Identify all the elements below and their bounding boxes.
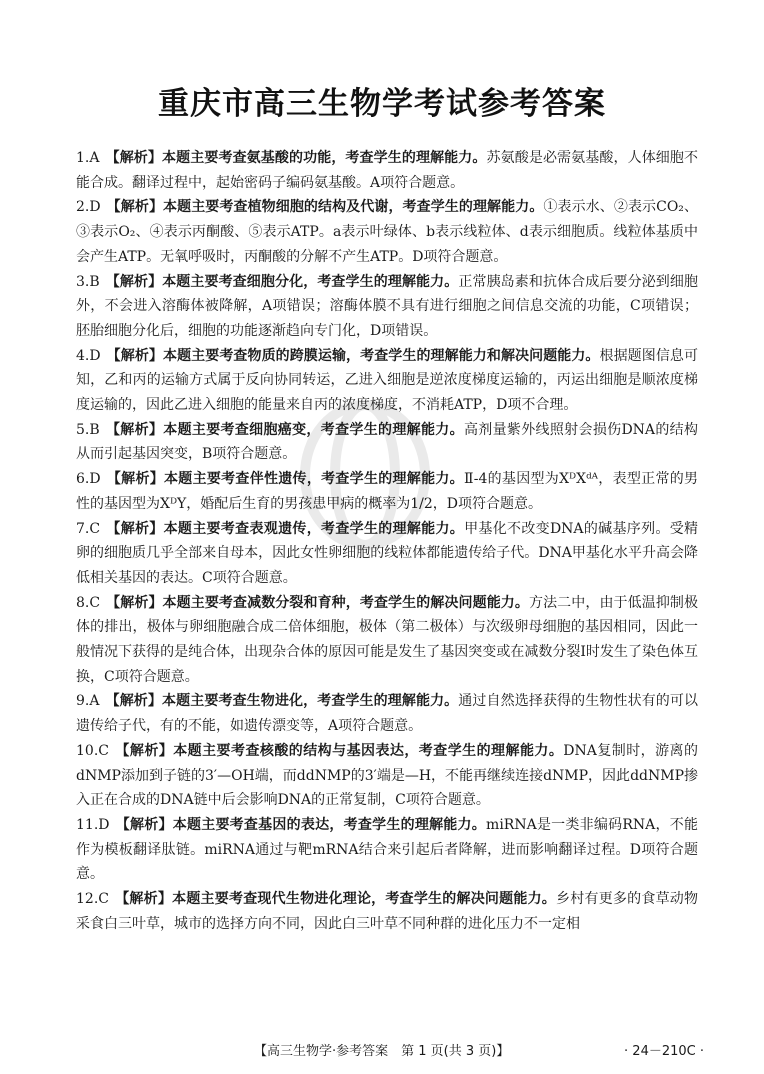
analysis-body: 甲基化不改变DNA的碱基序列。受精卵的细胞质几乎全部来自母本，因此女性卵细胞的线粒体都能遗传给子代。DNA甲基化水平升高会降低相关基因的表达。C项符合题意。	[76, 520, 699, 586]
answer-number: 10.	[76, 742, 99, 759]
answer-list	[76, 146, 698, 937]
answer-number: 1.	[76, 150, 90, 166]
answer-item	[76, 591, 698, 690]
analysis-tag: 【解析】	[105, 150, 163, 166]
answer-number: 9.	[76, 693, 90, 710]
answer-choice: C	[98, 742, 109, 759]
answer-item	[76, 689, 698, 738]
answer-choice: B	[89, 273, 100, 290]
analysis-lead: 本题主要考查表观遗传，考查学生的理解能力。	[163, 520, 465, 537]
page-title: 重庆市高三生物学考试参考答案	[158, 86, 606, 122]
answer-number: 4.	[76, 347, 90, 364]
analysis-lead: 本题主要考查基因的表达，考查学生的理解能力。	[172, 816, 487, 833]
answer-choice: A	[89, 150, 100, 166]
answer-number: 3.	[76, 273, 90, 290]
analysis-tag: 【解析】	[106, 199, 164, 216]
answer-item	[76, 739, 698, 813]
answer-item	[76, 813, 698, 887]
answer-number: 5.	[76, 421, 90, 438]
answer-choice: C	[89, 594, 101, 611]
answer-number: 6.	[76, 471, 90, 488]
answer-item	[76, 344, 698, 418]
footer-exam-code: · 24－210C ·	[624, 1044, 704, 1059]
footer-page-info: 【高三生物学·参考答案 第 1 页(共 3 页)】	[254, 1044, 510, 1059]
answer-number: 2.	[76, 199, 90, 216]
answer-number: 7.	[76, 520, 90, 537]
analysis-body: 根据题图信息可知，乙和丙的运输方式属于反向协同转运，乙进入细胞是逆浓度梯度运输的，丙运出细胞是顺浓度梯度运输的，因此乙进入细胞的能量来自丙的浓度梯度，不消耗ATP，D项不合理。	[76, 347, 699, 414]
answer-choice: C	[98, 891, 109, 908]
analysis-body: 乡村有更多的食草动物采食白三叶草，城市的选择方向不同，因此白三叶草不同种群的进化压力不一定相	[76, 891, 699, 932]
answer-item	[76, 146, 698, 195]
answer-choice: D	[89, 199, 101, 216]
answer-choice: C	[89, 520, 101, 537]
answer-item	[76, 517, 698, 591]
analysis-tag: 【解析】	[105, 693, 163, 710]
analysis-body: 正常胰岛素和抗体合成后要分泌到细胞外，不会进入溶酶体被降解，A项错误；溶酶体膜不具有进行细胞之间信息交流的功能，C项错误；胚胎细胞分化后，细胞的功能逐渐趋向专门化，D项错误。	[76, 273, 699, 339]
analysis-tag: 【解析】	[105, 421, 164, 438]
analysis-lead: 本题主要考查现代生物进化理论，考查学生的解决问题能力。	[172, 891, 557, 908]
analysis-body: 苏氨酸是必需氨基酸，人体细胞不能合成。翻译过程中，起始密码子编码氨基酸。A项符合题意。	[76, 150, 699, 191]
analysis-lead: 本题主要考查细胞分化，考查学生的理解能力。	[162, 273, 459, 290]
analysis-lead: 本题主要考查减数分裂和育种，考查学生的解决问题能力。	[162, 594, 529, 611]
analysis-tag: 【解析】	[114, 891, 173, 908]
answer-number: 11.	[76, 816, 99, 833]
analysis-lead: 本题主要考查植物细胞的结构及代谢，考查学生的理解能力。	[163, 199, 544, 216]
analysis-lead: 本题主要考查生物进化，考查学生的理解能力。	[162, 693, 459, 710]
answer-number: 8.	[76, 594, 90, 611]
answer-number: 12.	[76, 891, 99, 908]
answer-item	[76, 887, 698, 936]
analysis-lead: 本题主要考查物质的跨膜运输，考查学生的理解能力和解决问题能力。	[163, 347, 600, 364]
analysis-body: 通过自然选择获得的生物性状有的可以遗传给子代，有的不能，如遗传漂变等，A项符合题意。	[76, 693, 699, 735]
answer-choice: B	[89, 421, 100, 438]
answer-item	[76, 418, 698, 467]
answer-item	[76, 195, 698, 269]
analysis-tag: 【解析】	[106, 520, 164, 537]
analysis-body: miRNA是一类非编码RNA，不能作为模板翻译肽链。miRNA通过与靶mRNA结合来引起后者降解，进而影响翻译过程。D项符合题意。	[76, 816, 699, 883]
answer-choice: D	[89, 347, 101, 364]
analysis-tag: 【解析】	[106, 594, 163, 611]
analysis-body: 方法二中，由于低温抑制极体的排出，极体与卵细胞融合成二倍体细胞，极体（第二极体）与次级卵母细胞的基因相同，因此一般情况下获得的是纯合体，出现杂合体的原因可能是发生了基因突变或在减数分裂Ⅰ时发生了染色体互换，C项符合题意。	[76, 594, 699, 685]
analysis-tag: 【解析】	[106, 471, 165, 488]
analysis-lead: 本题主要考查细胞癌变，考查学生的理解能力。	[163, 421, 464, 438]
analysis-lead: 本题主要考查氨基酸的功能，考查学生的理解能力。	[162, 150, 487, 166]
answer-item	[76, 467, 698, 516]
analysis-tag: 【解析】	[114, 742, 174, 759]
analysis-tag: 【解析】	[115, 816, 173, 833]
answer-choice: A	[89, 693, 100, 710]
analysis-body: DNA复制时，游离的dNMP添加到子链的3′—OH端，而ddNMP的3′端是—H，不能再继续连接dNMP，因此ddNMP掺入正在合成的DNA链中后会影响DNA的正常复制，C项符合题意。	[76, 742, 698, 809]
answer-item	[76, 270, 698, 344]
analysis-lead: 本题主要考查核酸的结构与基因表达，考查学生的理解能力。	[173, 742, 564, 759]
answer-choice: D	[98, 816, 110, 833]
analysis-body: Ⅱ-4的基因型为XᴰXᵈᴬ，表型正常的男性的基因型为XᴰY，婚配后生育的男孩患甲病的概率为1/2，D项符合题意。	[76, 471, 699, 512]
analysis-body: ①表示水、②表示CO₂、③表示O₂、④表示丙酮酸、⑤表示ATP。a表示叶绿体、b表示线粒体、d表示细胞质。线粒体基质中会产生ATP。无氧呼吸时，丙酮酸的分解不产生ATP。D项符合题意。	[76, 199, 699, 265]
answer-choice: D	[89, 471, 101, 488]
analysis-body: 高剂量紫外线照射会损伤DNA的结构从而引起基因突变，B项符合题意。	[76, 421, 698, 463]
analysis-tag: 【解析】	[106, 347, 163, 364]
analysis-lead: 本题主要考查伴性遗传，考查学生的理解能力。	[164, 471, 464, 488]
analysis-tag: 【解析】	[105, 273, 163, 290]
